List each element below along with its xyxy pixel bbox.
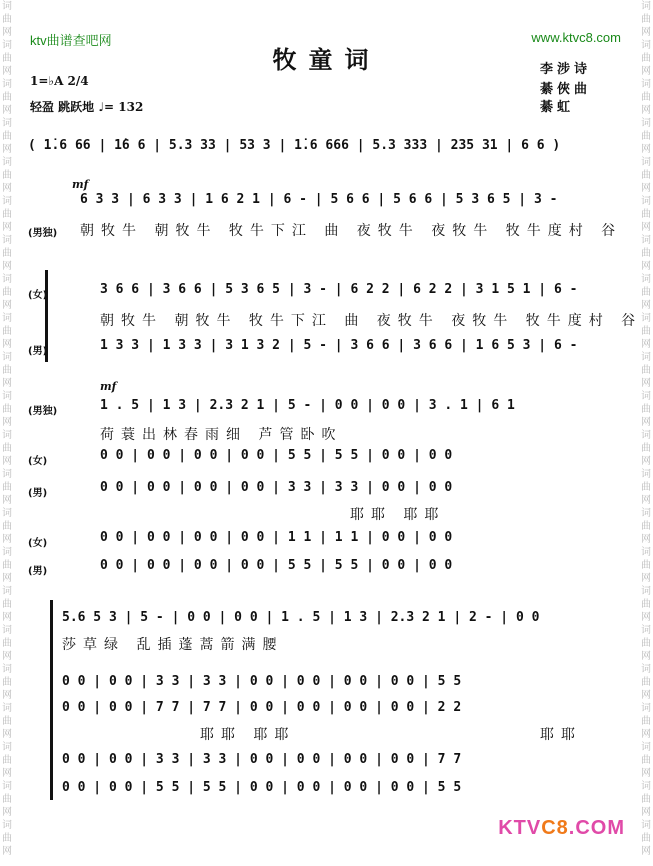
dynamic-mark: mf <box>72 178 89 191</box>
female-notes-4: 0 0 | 0 0 | 3 3 | 3 3 | 0 0 | 0 0 | 0 0 | 0 0 | 5 5 <box>62 674 462 689</box>
male-solo-lyric-2: 荷蓑出林春雨细 芦管卧吹 <box>100 427 343 443</box>
male-notes-5: 0 0 | 0 0 | 5 5 | 5 5 | 0 0 | 0 0 | 0 0 | 0 0 | 5 5 <box>62 780 462 795</box>
watermark-part-c: .COM <box>568 817 625 839</box>
solo-notes-3: 5.6 5 3 | 5 - | 0 0 | 0 0 | 1 . 5 | 1 3 | 2.3 2 1 | 2 - | 0 0 <box>62 610 540 625</box>
watermark-part-a: KTV <box>498 817 542 839</box>
female-notes-5: 0 0 | 0 0 | 3 3 | 3 3 | 0 0 | 0 0 | 0 0 | 0 0 | 7 7 <box>62 752 462 767</box>
composer-credit: 綦俠曲 <box>540 82 592 97</box>
male-solo-notes-2: 1 . 5 | 1 3 | 2.3 2 1 | 5 - | 0 0 | 0 0 | 3 . 1 | 6 1 <box>100 398 515 413</box>
solo-lyric-3: 莎草绿 乱插蓬蒿箭满腰 <box>62 637 284 653</box>
song-title: 牧童词 <box>272 45 381 74</box>
intro-notes: ( 1̇.6 66 | 1̇6 6 | 5.3 33 | 53 3 | 1̇.6 666 | 5.3 333 | 235 31 | 6 6 ) <box>28 138 561 153</box>
male-notes: 1 3 3 | 1 3 3 | 3 1 3 2 | 5 - | 3 6 6 | 3 6 6 | 1 6 5 3 | 6 - <box>100 338 578 353</box>
part-label-male-solo-2: (男独) <box>28 406 58 417</box>
part-label-female-2: (女) <box>28 456 48 467</box>
composer-credit-2: 綦虹 <box>540 100 575 115</box>
female-notes: 3 6 6 | 3 6 6 | 5 3 6 5 | 3 - | 6 2 2 | 6 2 2 | 3 1 5 1 | 6 - <box>100 282 578 297</box>
part-label-male-3: (男) <box>28 566 48 577</box>
male-vocalise-lyric-3: 耶耶 <box>540 727 582 743</box>
male-vocalise-lyric: 耶耶 耶耶 <box>350 507 446 523</box>
part-label-male-2: (男) <box>28 488 48 499</box>
male-notes-2: 0 0 | 0 0 | 0 0 | 0 0 | 3 3 | 3 3 | 0 0 | 0 0 <box>100 480 453 495</box>
chorus-lyric: 朝牧牛 朝牧牛 牧牛下江 曲 夜牧牛 夜牧牛 牧牛度村 谷 <box>100 313 643 329</box>
male-solo-notes: 6 3 3 | 6 3 3 | 1 6 2 1 | 6 - | 5 6 6 | 5 6 6 | 5 3 6 5 | 3 - <box>80 192 558 207</box>
ktvc8-watermark <box>498 817 625 840</box>
male-solo-lyric: 朝牧牛 朝牧牛 牧牛下江 曲 夜牧牛 夜牧牛 牧牛度村 谷 <box>80 223 623 239</box>
female-notes-2: 0 0 | 0 0 | 0 0 | 0 0 | 5 5 | 5 5 | 0 0 | 0 0 <box>100 448 453 463</box>
site-name[interactable]: ktv曲谱查吧网 <box>30 33 112 48</box>
male-notes-3: 0 0 | 0 0 | 0 0 | 0 0 | 5 5 | 5 5 | 0 0 | 0 0 <box>100 558 453 573</box>
part-label-female: (女) <box>28 290 48 301</box>
site-url[interactable]: www.ktvc8.com <box>531 30 621 45</box>
male-vocalise-lyric-2: 耶耶 耶耶 <box>200 727 296 743</box>
male-notes-4: 0 0 | 0 0 | 7 7 | 7 7 | 0 0 | 0 0 | 0 0 | 0 0 | 2 2 <box>62 700 462 715</box>
lyricist-credit: 李涉诗 <box>540 62 592 77</box>
side-watermark-left: 词 曲 网 词 曲 网 词 曲 网 词 曲 网 词 曲 网 词 曲 网 词 曲 网 词 曲 网 词 曲 网 词 曲 网 词 曲 网 词 曲 网 词 曲 网 词 曲 网 词 曲 网 词 曲 网 词 曲 网 词 曲 网 词 曲 网 词 曲 网 词 曲 网 词 曲 网 <box>2 1 12 857</box>
part-label-male-solo: (男独) <box>28 228 58 239</box>
system-brace-2 <box>50 600 57 800</box>
key-signature: 1=♭A 2/4 <box>30 74 89 88</box>
side-watermark-right: 词 曲 网 词 曲 网 词 曲 网 词 曲 网 词 曲 网 词 曲 网 词 曲 网 词 曲 网 词 曲 网 词 曲 网 词 曲 网 词 曲 网 词 曲 网 词 曲 网 词 曲 网 词 曲 网 词 曲 网 词 曲 网 词 曲 网 词 曲 网 词 曲 网 词 曲 网 <box>641 1 651 857</box>
tempo-marking: 轻盈 跳跃地 ♩= 132 <box>30 100 144 114</box>
part-label-male: (男) <box>28 346 48 357</box>
dynamic-mark-2: mf <box>100 380 117 393</box>
female-notes-3: 0 0 | 0 0 | 0 0 | 0 0 | 1 1 | 1 1 | 0 0 | 0 0 <box>100 530 453 545</box>
part-label-female-3: (女) <box>28 538 48 549</box>
watermark-part-b: C8 <box>541 817 569 839</box>
